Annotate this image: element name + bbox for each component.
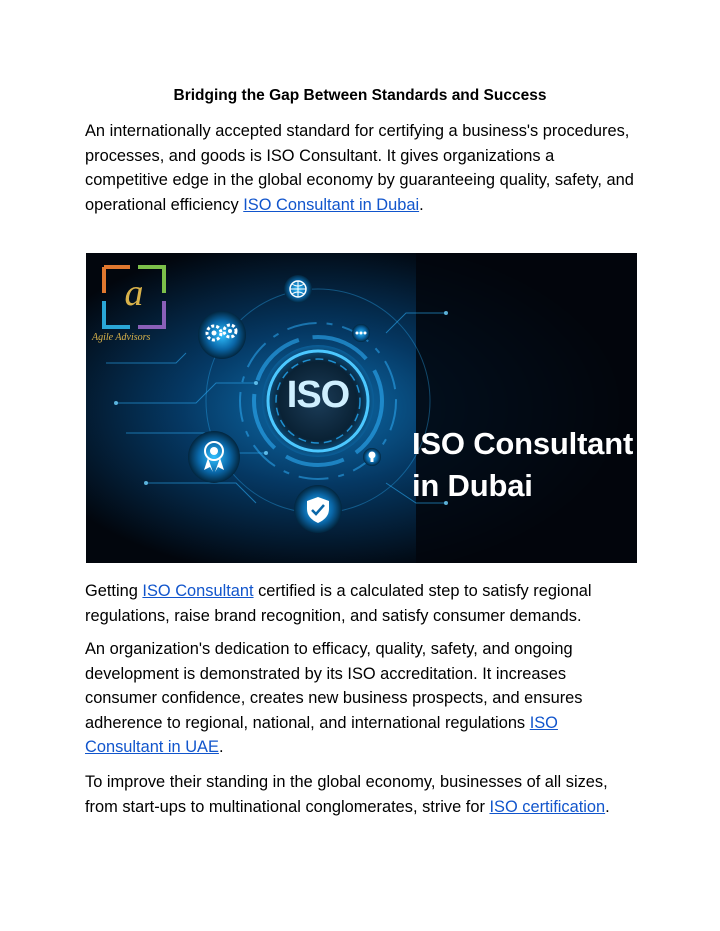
- banner-heading-line2: in Dubai: [412, 468, 533, 503]
- link-iso-consultant-in-uae[interactable]: ISO Consultant in UAE: [85, 713, 558, 757]
- paragraph-text: certified is a calculated step to satisfy regional regulations, raise brand recognition, and satisfy consumer demands.: [85, 582, 592, 625]
- banner-heading-line1: ISO Consultant: [412, 426, 634, 461]
- paragraph-global-economy: [85, 770, 637, 819]
- paragraph-text: To improve their standing in the global economy, businesses of all sizes, from start-ups to multinational conglomerates, strive for: [85, 773, 608, 816]
- paragraph-dedication: [85, 637, 637, 760]
- banner-heading: [412, 423, 633, 507]
- link-iso-consultant[interactable]: ISO Consultant: [142, 582, 254, 600]
- link-iso-certification[interactable]: ISO certification: [489, 797, 606, 816]
- paragraph-getting-certified: [85, 579, 637, 628]
- lightbulb-icon: [363, 448, 381, 466]
- banner-image: [86, 253, 637, 563]
- paragraph-text: .: [218, 738, 224, 757]
- iso-emblem-text: ISO: [286, 374, 350, 416]
- document-title: Bridging the Gap Between Standards and Success: [173, 87, 547, 104]
- paragraph-text: An organization's dedication to efficacy, quality, safety, and ongoing development is demonstrated by its ISO accreditation. It increases consumer confidence, creates new business prospects, and ensures adherence to regional, national, and international regulations: [85, 640, 583, 732]
- paragraph-text: Getting: [85, 582, 143, 600]
- gears-icon: [198, 311, 246, 359]
- paragraph-text: .: [605, 797, 610, 816]
- shield-check-icon: [294, 485, 342, 533]
- banner-graphic: [86, 253, 637, 563]
- logo-letter: a: [124, 272, 144, 314]
- dots-icon: [352, 324, 370, 342]
- award-ribbon-icon: [188, 431, 240, 483]
- logo-name: Agile Advisors: [92, 332, 151, 343]
- paragraph-text: .: [419, 195, 424, 214]
- paragraph-intro: [85, 119, 637, 217]
- link-iso-consultant-in-dubai[interactable]: ISO Consultant in Dubai: [243, 195, 420, 214]
- globe-icon: [284, 275, 312, 303]
- paragraph-text: An internationally accepted standard for certifying a business's procedures, processes, and goods is ISO Consultant. It gives organizations a competitive edge in the global economy by guaranteeing quality, safety, and operational efficiency: [85, 122, 634, 214]
